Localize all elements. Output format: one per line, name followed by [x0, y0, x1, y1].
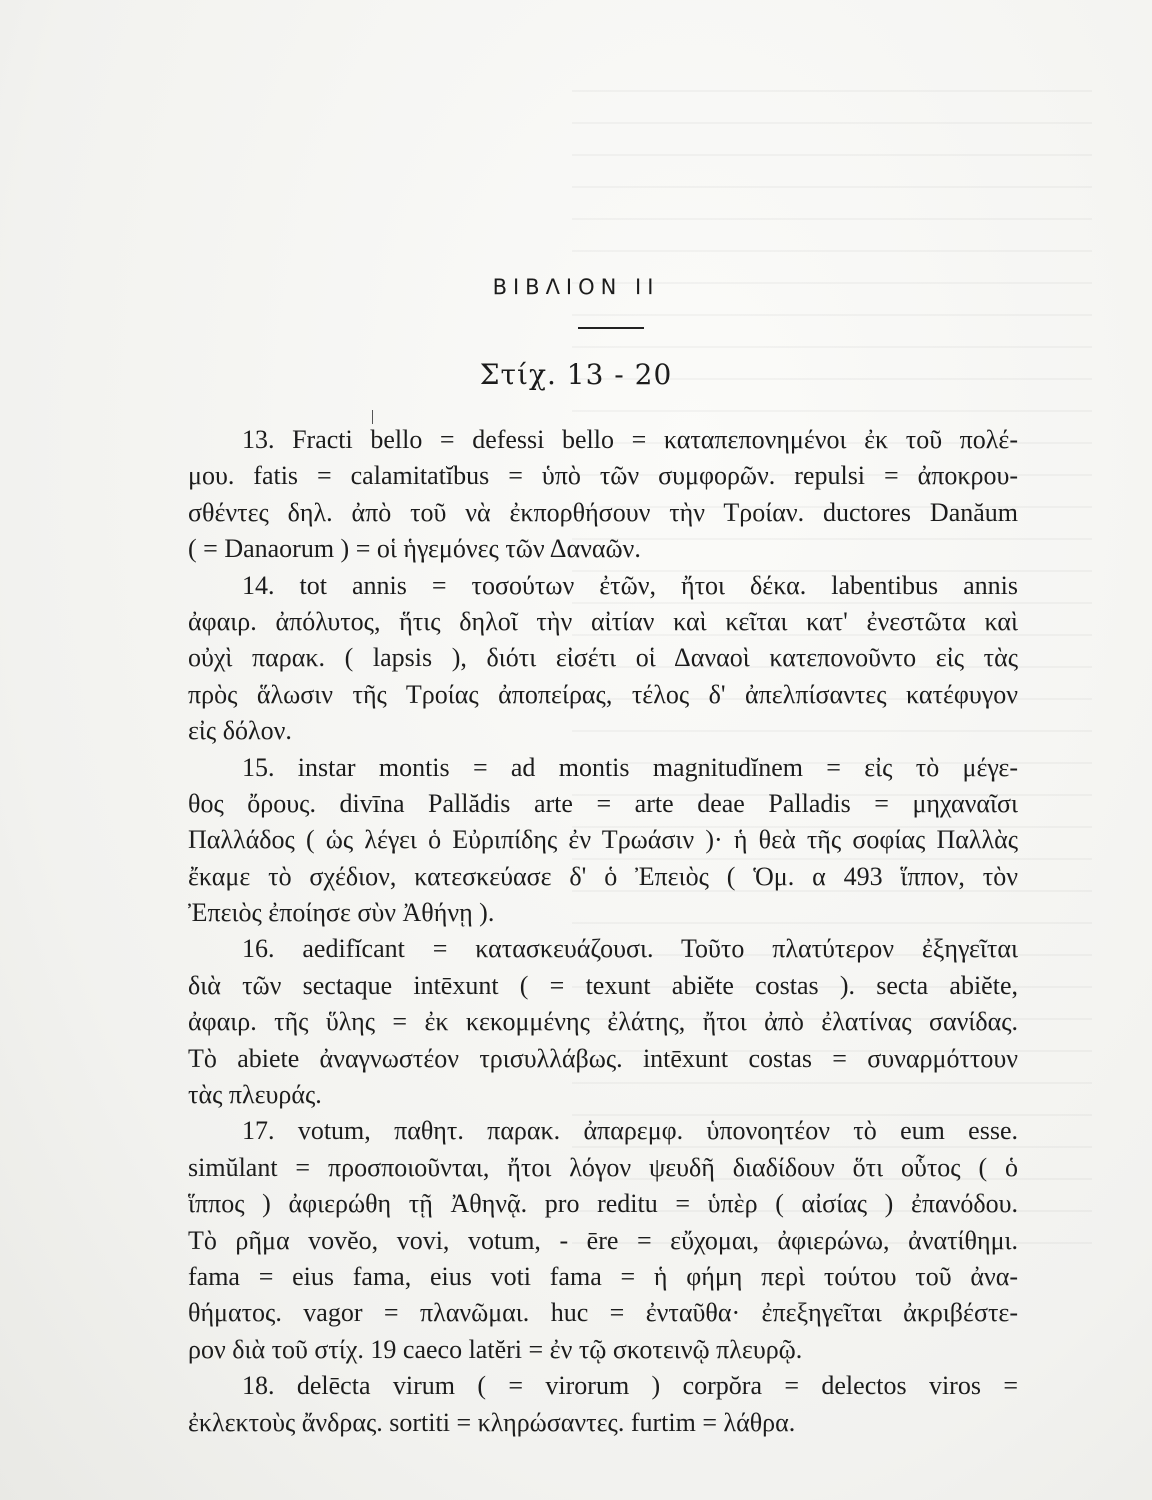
- verse-range: Στίχ. 13 - 20: [479, 358, 673, 391]
- text-line: θήματος. vagor = πλανῶμαι. huc = ἐνταῦθα· ἐπεξηγεῖται ἀκριβέστε-: [188, 1298, 1018, 1328]
- text-line: simŭlant = προσποιοῦνται, ἤτοι λόγον ψευδῆ διαδίδουν ὅτι οὗτος ( ὁ: [188, 1152, 1018, 1182]
- text-line: 17. votum, παθητ. παρακ. ἀπαρεμφ. ὑπονοητέον τὸ eum esse.: [242, 1116, 1018, 1146]
- text-line: πρὸς ἅλωσιν τῆς Τροίας ἀποπείρας, τέλος δ' ἀπελπίσαντες κατέφυγον: [188, 679, 1018, 709]
- text-line: θος ὄρους. divīna Pallădis arte = arte deae Palladis = μηχαναῖσι: [188, 788, 1018, 818]
- text-line: εἰς δόλον.: [188, 716, 292, 746]
- commentary-body: [188, 422, 1018, 1441]
- book-header: ΒΙΒΛΙΟΝ ΙΙ: [492, 275, 660, 299]
- text-line: Ἐπειὸς ἐποίησε σὺν Ἀθήνῃ ).: [188, 898, 495, 928]
- text-line: διὰ τῶν sectaque intēxunt ( = texunt abiĕte costas ). secta abiĕte,: [188, 970, 1018, 1000]
- text-line: ἵππος ) ἀφιερώθη τῇ Ἀθηνᾷ. pro reditu = ὑπὲρ ( αἰσίας ) ἐπανόδου.: [188, 1189, 1018, 1219]
- text-line: ἀφαιρ. τῆς ὕλης = ἐκ κεκομμένης ἐλάτης, ἤτοι ἀπὸ ἐλατίνας σανίδας.: [188, 1007, 1018, 1037]
- text-line: Τὸ ρῆμα vovĕo, vovi, votum, - ēre = εὔχομαι, ἀφιερώνω, ἀνατίθημι.: [188, 1225, 1018, 1255]
- text-line: ( = Danaorum ) = οἱ ἡγεμόνες τῶν Δαναῶν.: [188, 534, 641, 564]
- header-rule: [578, 327, 644, 329]
- text-line: τὰς πλευράς.: [188, 1080, 322, 1110]
- text-line: 16. aedifĭcant = κατασκευάζουσι. Τοῦτο πλατύτερον ἐξηγεῖται: [242, 934, 1018, 964]
- text-line: ρον διὰ τοῦ στίχ. 19 caeco latĕri = ἐν τῷ σκοτεινῷ πλευρῷ.: [188, 1334, 803, 1364]
- text-line: 14. tot annis = τοσούτων ἐτῶν, ἤτοι δέκα. labentibus annis: [242, 570, 1018, 600]
- text-line: ἀφαιρ. ἀπόλυτος, ἥτις δηλοῖ τὴν αἰτίαν καὶ κεῖται κατ' ἐνεστῶτα καὶ: [188, 606, 1018, 636]
- text-line: οὐχὶ παρακ. ( lapsis ), διότι εἰσέτι οἱ Δαναοὶ κατεπονοῦντο εἰς τὰς: [188, 643, 1018, 673]
- text-line: 18. delēcta virum ( = virorum ) corpŏra = delectos viros =: [242, 1371, 1018, 1401]
- text-line: ἐκλεκτοὺς ἄνδρας. sortiti = κληρώσαντες. furtim = λάθρα.: [188, 1407, 796, 1437]
- text-line: Παλλάδος ( ὡς λέγει ὁ Εὐριπίδης ἐν Τρωάσιν )· ἡ θεὰ τῆς σοφίας Παλλὰς: [188, 825, 1018, 855]
- text-line: ἔκαμε τὸ σχέδιον, κατεσκεύασε δ' ὁ Ἐπειὸς ( Ὁμ. α 493 ἵππον, τὸν: [188, 861, 1018, 891]
- text-line: 15. instar montis = ad montis magnitudĭnem = εἰς τὸ μέγε-: [242, 752, 1018, 782]
- text-line: Τὸ abiete ἀναγνωστέον τρισυλλάβως. intēxunt costas = συναρμόττουν: [188, 1043, 1018, 1073]
- text-line: 13. Fracti bello = defessi bello = καταπεπονημένοι ἐκ τοῦ πολέ-: [242, 425, 1018, 454]
- text-line: fama = eius fama, eius voti fama = ἡ φήμη περὶ τούτου τοῦ ἀνα-: [188, 1261, 1018, 1291]
- text-line: σθέντες δηλ. ἀπὸ τοῦ νὰ ἐκπορθήσουν τὴν Τροίαν. ductores Danăum: [188, 497, 1018, 527]
- text-line: μου. fatis = calamitatĭbus = ὑπὸ τῶν συμφορῶν. repulsi = ἀποκρου-: [188, 461, 1018, 491]
